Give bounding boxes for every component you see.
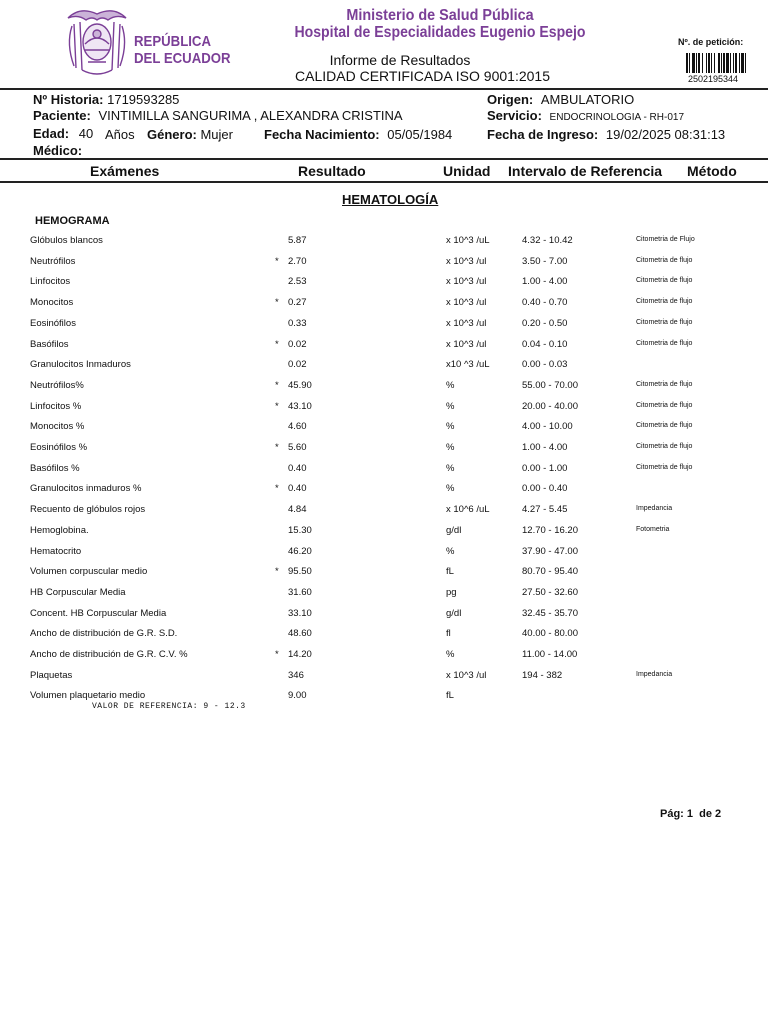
table-row	[0, 339, 768, 359]
abnormal-flag: *	[275, 255, 279, 267]
unit-value: x 10^3 /ul	[446, 297, 487, 309]
table-row	[0, 318, 768, 338]
exam-name: Linfocitos	[30, 276, 71, 288]
exam-name: Monocitos %	[30, 421, 85, 433]
method-value: Citometria de flujo	[636, 277, 693, 285]
patient-label: Paciente:	[33, 108, 91, 123]
unit-value: x 10^3 /uL	[446, 235, 490, 246]
reference-range: 0.00 - 1.00	[522, 462, 568, 474]
exam-name: HB Corpuscular Media	[30, 586, 126, 598]
table-row	[0, 628, 768, 648]
method-value: Citometria de flujo	[636, 298, 693, 306]
exam-name: Plaquetas	[30, 669, 73, 681]
origin-label: Origen:	[487, 92, 534, 107]
table-row	[0, 483, 768, 503]
reference-range: 0.04 - 0.10	[522, 338, 568, 350]
gender-value: Mujer	[200, 127, 233, 142]
exam-name: Neutrófilos	[30, 255, 76, 267]
result-value: 0.02	[288, 338, 307, 350]
result-value: 2.53	[288, 276, 307, 288]
unit-value: %	[446, 442, 455, 453]
page-total: 2	[715, 808, 722, 820]
abnormal-flag: *	[275, 566, 279, 578]
table-row	[0, 504, 768, 524]
method-value: Citometria de flujo	[636, 422, 693, 430]
unit-value: %	[446, 462, 455, 474]
exam-name: Neutrófilos%	[30, 379, 84, 391]
history-label: Nº Historia:	[33, 92, 104, 107]
service-line	[487, 108, 684, 125]
table-row	[0, 401, 768, 421]
origin-line	[487, 92, 634, 107]
result-value: 0.02	[288, 359, 307, 371]
method-value: Citometria de flujo	[636, 463, 693, 471]
unit-value: g/dl	[446, 607, 462, 619]
result-value: 0.27	[288, 297, 307, 309]
page-current: 1	[686, 808, 694, 820]
exam-name: Basófilos %	[30, 462, 80, 474]
method-value: Citometria de flujo	[636, 318, 693, 326]
unit-value: %	[446, 545, 455, 557]
result-value: 31.60	[288, 586, 312, 598]
exam-name: Eosinófilos %	[30, 442, 88, 453]
exam-name: Linfocitos %	[30, 400, 82, 412]
table-row	[0, 235, 768, 255]
table-row	[0, 546, 768, 566]
origin-value: AMBULATORIO	[540, 92, 635, 107]
exam-name: Ancho de distribución de G.R. C.V. %	[30, 649, 188, 660]
exam-name: Glóbulos blancos	[30, 235, 103, 246]
history-line	[33, 92, 179, 107]
ministry-title: Ministerio de Salud Pública	[346, 7, 534, 24]
result-value: 43.10	[288, 400, 312, 412]
reference-range: 0.40 - 0.70	[522, 297, 568, 309]
table-row	[0, 380, 768, 400]
unit-value: %	[446, 483, 455, 495]
admission-line	[487, 127, 725, 142]
method-value: Impedancia	[636, 670, 673, 678]
result-value: 5.87	[288, 235, 307, 246]
result-value: 2.70	[288, 255, 307, 267]
abnormal-flag: *	[275, 483, 279, 495]
admission-value: 19/02/2025 08:31:13	[605, 127, 726, 142]
reference-range: 1.00 - 4.00	[522, 276, 568, 288]
service-label: Servicio:	[487, 108, 542, 123]
result-value: 5.60	[288, 442, 307, 453]
header-unit: Unidad	[443, 163, 491, 179]
table-row	[0, 442, 768, 462]
exam-name: Monocitos	[30, 297, 74, 309]
table-row	[0, 649, 768, 669]
header-divider	[0, 88, 768, 90]
section-title: HEMATOLOGÍA	[342, 192, 439, 207]
exam-name: Hematocrito	[30, 545, 82, 557]
barcode-icon	[686, 53, 748, 73]
result-value: 0.40	[288, 462, 307, 474]
unit-value: x 10^3 /ul	[446, 669, 487, 681]
age-value: 40	[78, 126, 94, 141]
unit-value: fL	[446, 690, 454, 702]
request-label: Nº. de petición:	[678, 37, 744, 47]
certification-text: CALIDAD CERTIFICADA ISO 9001:2015	[295, 68, 550, 84]
result-value: 14.20	[288, 649, 312, 660]
method-value: Citometria de flujo	[636, 401, 693, 409]
table-row	[0, 276, 768, 296]
exam-name: Volumen plaquetario medio	[30, 690, 146, 702]
history-value: 1719593285	[107, 92, 180, 107]
exam-name: Volumen corpuscular medio	[30, 566, 148, 578]
reference-range: 27.50 - 32.60	[522, 586, 578, 598]
exam-name: Recuento de glóbulos rojos	[30, 504, 146, 516]
header-range: Intervalo de Referencia	[508, 163, 663, 179]
reference-range: 4.32 - 10.42	[522, 235, 573, 246]
result-value: 4.60	[288, 421, 307, 433]
result-value: 95.50	[288, 566, 312, 578]
age-line	[33, 126, 93, 141]
reference-range: 0.00 - 0.40	[522, 483, 568, 495]
gender-line	[147, 127, 233, 142]
reference-range: 20.00 - 40.00	[522, 400, 578, 412]
service-value: ENDOCRINOLOGIA - RH-017	[549, 112, 685, 123]
reference-range: 11.00 - 14.00	[522, 649, 578, 660]
ecuador-coat-of-arms-logo	[58, 4, 136, 80]
result-value: 45.90	[288, 379, 312, 391]
method-value: Impedancia	[636, 505, 673, 513]
patient-name: VINTIMILLA SANGURIMA , ALEXANDRA CRISTINA	[98, 108, 403, 123]
unit-value: x 10^6 /uL	[446, 504, 490, 516]
result-value: 4.84	[288, 504, 307, 516]
abnormal-flag: *	[275, 400, 279, 412]
method-value: Citometria de flujo	[636, 256, 693, 264]
exam-name: Ancho de distribución de G.R. S.D.	[30, 628, 178, 640]
birth-value: 05/05/1984	[387, 127, 453, 142]
result-value: 33.10	[288, 607, 312, 619]
unit-value: g/dl	[446, 524, 462, 536]
unit-value: x 10^3 /ul	[446, 317, 487, 329]
exam-name: Concent. HB Corpuscular Media	[30, 607, 167, 619]
unit-value: fL	[446, 566, 454, 578]
reference-range: 32.45 - 35.70	[522, 607, 578, 619]
reference-range: 3.50 - 7.00	[522, 255, 568, 267]
page-indicator	[660, 808, 721, 820]
reference-range: 0.20 - 0.50	[522, 317, 568, 329]
result-value: 46.20	[288, 545, 312, 557]
unit-value: x 10^3 /ul	[446, 255, 487, 267]
table-row	[0, 587, 768, 607]
unit-value: %	[446, 421, 455, 433]
reference-range: 37.90 - 47.00	[522, 545, 578, 557]
page-label: Pág:	[660, 808, 684, 820]
method-value: Citometria de flujo	[636, 443, 693, 450]
reference-range: 12.70 - 16.20	[522, 524, 578, 536]
group-title: HEMOGRAMA	[35, 215, 110, 227]
report-title: Informe de Resultados	[329, 52, 471, 68]
header-method: Método	[687, 163, 737, 179]
gender-label: Género:	[147, 127, 197, 142]
abnormal-flag: *	[275, 338, 279, 350]
table-row	[0, 297, 768, 317]
result-value: 48.60	[288, 628, 312, 640]
request-number: 2502195344	[688, 74, 739, 84]
unit-value: %	[446, 400, 455, 412]
exam-name: Eosinófilos	[30, 317, 76, 329]
table-row	[0, 359, 768, 379]
republic-line-1: REPÚBLICA	[134, 33, 212, 50]
reference-range: 80.70 - 95.40	[522, 566, 578, 578]
exam-name: Basófilos	[30, 338, 69, 350]
table-row	[0, 256, 768, 276]
reference-range: 55.00 - 70.00	[522, 379, 578, 391]
abnormal-flag: *	[275, 649, 279, 660]
reference-range: 0.00 - 0.03	[522, 359, 568, 371]
patient-line	[33, 108, 403, 123]
abnormal-flag: *	[275, 442, 279, 453]
admission-label: Fecha de Ingreso:	[487, 127, 599, 142]
doctor-label: Médico:	[33, 143, 83, 158]
method-value: Citometria de flujo	[636, 380, 693, 388]
unit-value: fl	[446, 628, 451, 640]
unit-value: x10 ^3 /uL	[446, 359, 490, 371]
coat-of-arms-icon	[58, 4, 136, 80]
result-value: 9.00	[288, 690, 307, 702]
reference-range: 194 - 382	[522, 669, 563, 681]
doctor-line	[33, 143, 82, 158]
reference-range: 1.00 - 4.00	[522, 442, 568, 453]
republic-line-2: DEL ECUADOR	[134, 50, 231, 67]
reference-range: 4.27 - 5.45	[522, 504, 568, 516]
unit-value: %	[446, 379, 455, 391]
result-value: 0.40	[288, 483, 307, 495]
table-row	[0, 421, 768, 441]
method-value: Citometria de Flujo	[636, 236, 695, 243]
abnormal-flag: *	[275, 379, 279, 391]
header-exams: Exámenes	[90, 163, 160, 179]
unit-value: %	[446, 649, 455, 660]
table-row	[0, 608, 768, 628]
unit-value: x 10^3 /ul	[446, 338, 487, 350]
table-top-divider	[0, 158, 768, 160]
unit-value: x 10^3 /ul	[446, 276, 487, 288]
table-row	[0, 566, 768, 586]
result-value: 346	[288, 669, 304, 681]
reference-note: VALOR DE REFERENCIA: 9 - 12.3	[92, 702, 246, 711]
method-value: Citometria de flujo	[636, 339, 693, 347]
hospital-title: Hospital de Especialidades Eugenio Espejo	[294, 24, 586, 41]
result-value: 0.33	[288, 317, 307, 329]
exam-name: Hemoglobina.	[30, 524, 89, 536]
birth-label: Fecha Nacimiento:	[264, 127, 380, 142]
header-result: Resultado	[298, 163, 366, 179]
exam-name: Granulocitos Inmaduros	[30, 359, 131, 371]
age-label: Edad:	[33, 126, 70, 141]
unit-value: pg	[446, 586, 457, 598]
result-value: 15.30	[288, 524, 312, 536]
abnormal-flag: *	[275, 297, 279, 309]
page-of: de	[699, 808, 712, 820]
exam-name: Granulocitos inmaduros %	[30, 483, 142, 495]
reference-range: 40.00 - 80.00	[522, 628, 578, 640]
birth-line	[264, 127, 452, 142]
table-header-divider	[0, 181, 768, 183]
table-row	[0, 463, 768, 483]
table-row	[0, 525, 768, 545]
method-value: Fotometria	[636, 525, 670, 533]
age-unit: Años	[105, 127, 135, 142]
republic-name	[134, 33, 231, 67]
reference-range: 4.00 - 10.00	[522, 421, 573, 433]
table-row	[0, 670, 768, 690]
